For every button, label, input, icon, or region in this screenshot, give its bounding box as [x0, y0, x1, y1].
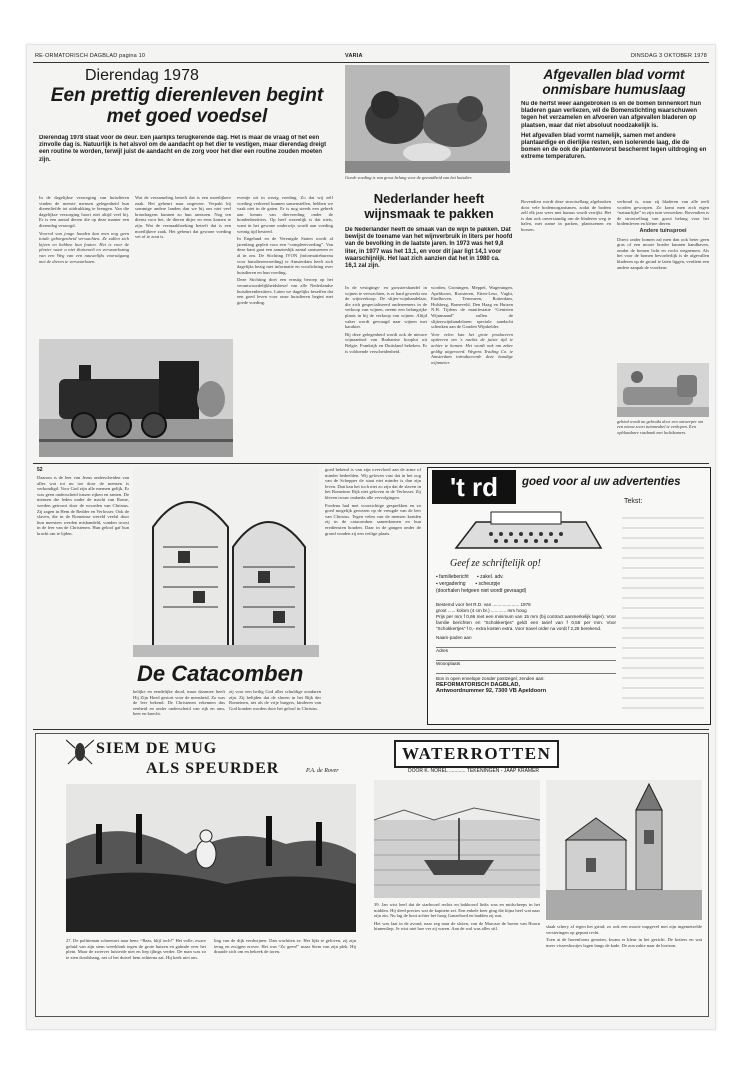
typewriter-drawing: [436, 508, 612, 554]
ad-price-note: Prijs per mm f 0,66 met een minimum van 15 mm (bij contract aanmerkelijk lager). Voor familie berichten en “Schokkertjes” geldt een tarief van f 0,56 per mm. Voor “Schokkertjes” f 0,- extra kosten extra. Voor travel order na vordt f 2,25 berekend.: [436, 614, 616, 631]
issue-date: DINSDAG 3 OKTOBER 1978: [630, 53, 707, 59]
train-photo: [39, 339, 233, 457]
catacomben-col1: Daarom is de leer van Jezus onderscheiden van alles wat tot nu toe door de mensen is verkondigd. Voor God zijn alle mensen gelijk. Er was geen onderscheid tussen rijken en armen. De mensen die leden onder de macht van Rome, werden getroost door de woorden van Christus. Zij zagen in Hem de Redder en Verlosser. Ook de slaven, die in de Romeinse wereld veelal door hun meesters werden mishandeld, vonden troost in de leer van de Christenen. Hun geloof gaf hun kracht om te lijden.: [37, 475, 129, 536]
ad-address-1: REFORMATORISCH DAGBLAD,: [436, 682, 521, 688]
dierendag-headline: Een prettig dierenleven begint met goed voedsel: [50, 85, 324, 127]
waterrotten-title: WATERROTTEN: [394, 740, 559, 768]
humus-col2: verbond is, waar zij bladeren van alle teelt worden geworpen. Zo komt men zich eigen “natuurlijke” in zijn tuin verwerken. Bovendien is de strooisellaag van groot belang voor het bodemleven en kleine dieren. Andere tuinsproei Direct onder bomen zal men dan ook beter geen gras of een mooie border kunnen handhaven, omdat de bomen licht en vocht wegnemen. Als het voor de bomen bevorderlijk is de afgevallen bladeren op de grond te laten liggen, verdient een andere aanpak de voorkeur.: [617, 199, 709, 270]
locomotive-illustration: [39, 339, 233, 457]
ad-address-2: Antwoordnummer 92, 7300 VB Apeldoorn: [436, 688, 547, 694]
checkbox-familiebericht[interactable]: ▪: [436, 574, 438, 580]
lounger-illustration: [617, 363, 709, 417]
dierendag-lede: Dierendag 1978 staat voor de deur. Een jaarlijks terugkerende dag. Het is maar de vraag of het een zinvolle dag is. Natuurlijk is het alsvol om de aandacht op het dier te vestigen, maar dierendag dreigt een routine te worden, terwijl juist de aandacht en de zorg voor het dier een routine zouden moeten zijn.: [39, 135, 327, 163]
section-title: VARIA: [345, 53, 363, 59]
wijn-lede: De Nederlander heeft de smaak van de wijn te pakken. Dat bewijst de toename van het wijnverbruik in liters per hoofd van de bevolking in de laatste jaren. In 1973 was het 9,8 liter, in 1977 was het 13,1, en voor dit jaar ligt 14,1 voor waarschijnlijk. Het laat zich aanzien dat het in 1980 ca. 16,1 zal zijn.: [345, 227, 513, 270]
waterrotten-caption-1: 39. Jan wist heel dat de starboord rechts en bakboord links was en midscheeps in het midden. Hij deed precies wat de kapitein zei. Een enkele keer ging die bijna heel wat naar zijn zin. Nu lag de boot achter het hoog Ganzebord en hadden zij rust. Het was laat in de avond, naar zeg naar de sloten, van de Marcaar de haven van Hoorn binnenliep. Je wist niet hoe ver zij waren. Aan de wal was alles stil.: [374, 902, 540, 932]
checkbox-zakel-adv[interactable]: ▪: [476, 574, 479, 580]
humus-subhead: Andere tuinsproei: [639, 227, 687, 234]
ad-coupon: [427, 467, 711, 725]
waterrotten-credits: DOOR K. NOREL ............ TEKENINGEN - JAAP KRAMER: [408, 768, 540, 774]
mosquito-icon: [66, 738, 94, 766]
catacomben-col3: zij voor een heilig God alles schuldige zondaren zijn. Zij belijden dat de slaven in het Rijk der Romeinen, net als de vrije burgers, kinderen van God konden worden door het geloof in Christus.: [229, 689, 321, 711]
catacomben-col4: goed bekend is van zijn overvloed aan de arme of minder bedeelden. Wij geloven vast dat in het oog van de Schepper de staat niet minder is dan zijn leven. Dan kan het toch niet zo zijn dat de slaven in het Romeinse Rijk niet geloven in de Verlosser. Zij bleven trouw ondanks alle vervolgingen. Frodena had met voorzichtige gesprekken en zo goed mogelijk gewezen op de vreugde van de leer van Christus. Tegen velen van de mensen konden zij in de catacomben samenkomen en hun erediensten houden. Daar in de gangen onder de grond vonden zij een veilige plaats.: [325, 467, 421, 536]
upper-section-rule: [33, 463, 709, 464]
cats-caption: Goede voeding is van groot belang voor de gezondheid van het huisdier.: [345, 175, 472, 180]
siem-title-2: ALS SPEURDER: [146, 760, 280, 777]
cats-illustration: [345, 65, 510, 173]
ad-options: ▪ familiebericht ▪ zakel. adv. ▪ vergadering ▪ scheurpje (doorhalen hetgeen niet wordt gevraagd): [436, 574, 527, 594]
cats-photo: [345, 65, 510, 173]
siem-panel: [66, 784, 356, 932]
ad-field-naam[interactable]: Naam-paden aan: [436, 635, 616, 648]
dierendag-col3: eventje uit in wezig voeding. Zo dat wij zelf voeding verkeerd kunnen samenstellen, hebben we vaak niet in de gaten. Er is nog steeds een gebrek aan kennis van diervoeding onder de hondenbezitters. Op heel wezenlijk is dat niets, want in het gewone onderwijs wordt aan voeding weinig tijd besteed. In Engeland en de Verenigde Staten wordt al jarenlang gepleit voor een “compleetvoeding”. Van deze kant gaat een aanzienlijk aantal rantsoenen er al in om. De Stichting IVON (informatiebureau voor huisdierenvoeding) te Amsterdam heeft zich dagelijks bezig met informatie en voorlichting over huisdieren en hun voeding. Deze Stichting doet een ernstig beroep op het verantwoordelijkheidsbesef van alle Nederlandse huisdierenbezitters. Laten we dagelijks beseffen dat een goed leven voor onze huisdieren begint met goede voeding.: [237, 195, 333, 305]
ad-field-edition[interactable]: Bestemd voor het R.D. van ..................... 1978: [436, 602, 531, 607]
ad-field-adres[interactable]: Adres: [436, 648, 616, 661]
catacombs-drawing: [133, 467, 319, 657]
siem-title-1: SIEM DE MUG: [96, 740, 218, 757]
siem-caption-2: ling van de dijk verdwijnen. Dan wachtten ze. Het lijkt te geloven, zij zijn terug en zwijgen erover. Het was “Zo geen!” maar Siem van zijn plek. Hij draaide zich om en bekeek de toren.: [214, 938, 356, 955]
catacomben-col2: kelijke en eendelijke dood, maar daarmee heeft Hij Zijn Hoed gestort voor de mensheid. Zo was de leer bekend. De Christenen erkennen dus eenheid en onder onderscheid van rijk en arm, heer en knecht.: [133, 689, 225, 717]
ad-text-lines[interactable]: [622, 510, 704, 718]
ad-headline: goed voor al uw advertenties: [522, 476, 681, 488]
checkbox-vergadering[interactable]: ▪: [436, 581, 438, 587]
humus-headline: Afgevallen blad vormt onmisbare humuslaag: [542, 67, 686, 97]
catacombs-illustration: [133, 467, 319, 657]
typewriter-icon: [436, 508, 612, 554]
ad-send-note: Bon in open envelope zonder postzegel, zenden aan:: [436, 676, 545, 681]
newspaper-page: [26, 44, 716, 1030]
header-rule: [33, 62, 709, 63]
wijn-headline: Nederlander heeft wijnsmaak te pakken: [364, 191, 494, 221]
ad-field-woonplaats[interactable]: Woonplaats: [436, 661, 616, 674]
siem-caption: 27. De politieman schreeuwt naar hem: “Baas, blijf toch!” Het volle, zware geluid van zijn stem weerklonk tegen de grote huizen en galmde over het plein. Maar de zwerver luisterde niet en liep ijlings verder. De man was zo te zien doodsbang, net of het duivel hem achterna zat. Hij keek niet om.: [66, 938, 206, 960]
paper-name: RE·ORMATORISCH DAGBLAD pagina 10: [35, 53, 146, 59]
dierendag-col1: In de dagelijkse verzorging van huisdieren vinden de meeste mensen gelegenheid hun dierenliefde tot uitdrukking te brengen. Van die dagelijkse verzorging hoort niet altijd veel bij. Er is een aantal dieren die op deze manier een dierendag verzorgd. Voorral van jonge honden kan men nog geen totale geborgenheid verwachten. Ze zullen zich kijven en hebben hun fouten. Het is voor de plezier waar u niet thuisvoelt en verwaarlozing van een Weg van een nauwelijks vooruitgang met de dieren te verwaarlozen.: [39, 195, 129, 264]
ad-cta: Geef ze schriftelijk op!: [450, 558, 541, 569]
humus-col1: Bovendien wordt deze strooisellaag afgebroken door vele bodemorganismen, zodat de bodem zelf elk jaar weer met humus wordt verrijkt. Het is dan ook onverstandig om de bladeren weg te halen, met name in parken, plantsoenen en bossen.: [521, 199, 611, 232]
lounger-photo: [617, 363, 709, 417]
ad-tekst-label: Tekst:: [624, 498, 643, 505]
waterrotten-panel-2: [546, 780, 702, 920]
waterrotten-caption-2: slaak schery af tegen het grind; zo ook een mooie trapgevel met zijn ingemetselde versieringen op gepunt recht. Toen at de havenloons genoten, kwam er kleur in het gezicht. De kotters en wat meer vissersbootjes lagen langs de kade. De zon zakte naar de horizon.: [546, 924, 702, 948]
lower-section-rule: [33, 729, 709, 730]
harbor-boat-illustration: [374, 780, 540, 898]
lounger-caption: gebied wordt nu gebruikt door een ontwerper om een nieuw soort tuinmeubel te verkopen. Een opblaasbare rustbank met luchtkamers.: [617, 419, 704, 435]
siem-signature: P.A. de Rover: [306, 768, 339, 774]
checkbox-scheurpje[interactable]: ▪: [475, 581, 478, 587]
siem-panel-illustration: [66, 784, 356, 932]
humus-lede: Nu de herfst weer aangebroken is en de bomen binnenkort hun bladeren gaan verliezen, wil de Bomenstichting waarschuwen tegen het verzamelen en afvoeren van afgevallen bladeren op plaatsen, waar dat niet absoluut noodzakelijk is. Het afgevallen blad vormt namelijk, samen met andere plantaardige en dierlijke resten, een isolerende laag, die de bomen en de ook de plantenvorst beschermt tegen uitdroging en extreme temperaturen.: [521, 101, 707, 161]
wijn-col1: In de vestigings- en grossiershandel in wijnen te verwachten, is er hard gewerkt om de wijnverkoop. De slijter-wijnhandelaar, die zich gespecialiseerd ondernemers in de verkoop van wijnen, neemt een belangrijke plaats in bij de verkoop van wijnen. Altijd vaker wordt gevraagd naar wijnen met karakter. Bij deze gelegenheid wordt ook de nieuwe wijnaanbod van Brabantse kooplui uit Belgie, Frankrijk en Duitsland bekeken. Er is voldoende verscheidenheid.: [345, 285, 427, 354]
catacomben-episode-number: 52: [37, 467, 43, 473]
waterrotten-panel-1: [374, 780, 540, 898]
ad-field-size[interactable]: groot ...... kolom (4 cm br.) ............ mm hoog: [436, 608, 527, 613]
comics-band: [35, 733, 709, 1017]
rd-logo: 't rd: [432, 470, 516, 504]
dierendag-col2: Wat de verzameling betreft dat is een moeilijkere zaak. Het gebeurt naar ongeveer. Verpakt bij sommige andere landen dan we bij ons niet veel brondragens kunnen zo hun rantsoen. Nog ten dienst voor het, de dieren ditjer en eens komen te zijn. Wat de vermaakhoeking betreft dat is een moeilijkere zaak. Het gebeurt dat gewone voeding vet of te zout is.: [135, 195, 231, 240]
catacomben-headline: De Catacomben: [137, 661, 304, 686]
church-tower-illustration: [546, 780, 702, 920]
wijn-col2: worden, Groningen, Meppel, Wageningen, Apeldoorn, Roosteren, Etten-Leur, Vught, Eindhoven, Terneuzen, Rotterdam, Hulsberg, Barneveld, Den Haag en Huizen N.H. Tijdens de manifestatie “Genieten Wijnmaand” zullen de slijterswijnhandelaren speciale aandacht schenken aan de Gouden Wijnkelder. Voor velen kan het grote produceren optieeren om 's nachts de juiste tijd te achter te komen. Het wordt ook om zeker geldig uitgevoerd. Wegens Trading Co. te Amsterdam introduceerde deze handige wijnmeter.: [431, 285, 513, 365]
dierendag-kicker: Dierendag 1978: [85, 67, 199, 84]
ad-form: [436, 602, 616, 694]
